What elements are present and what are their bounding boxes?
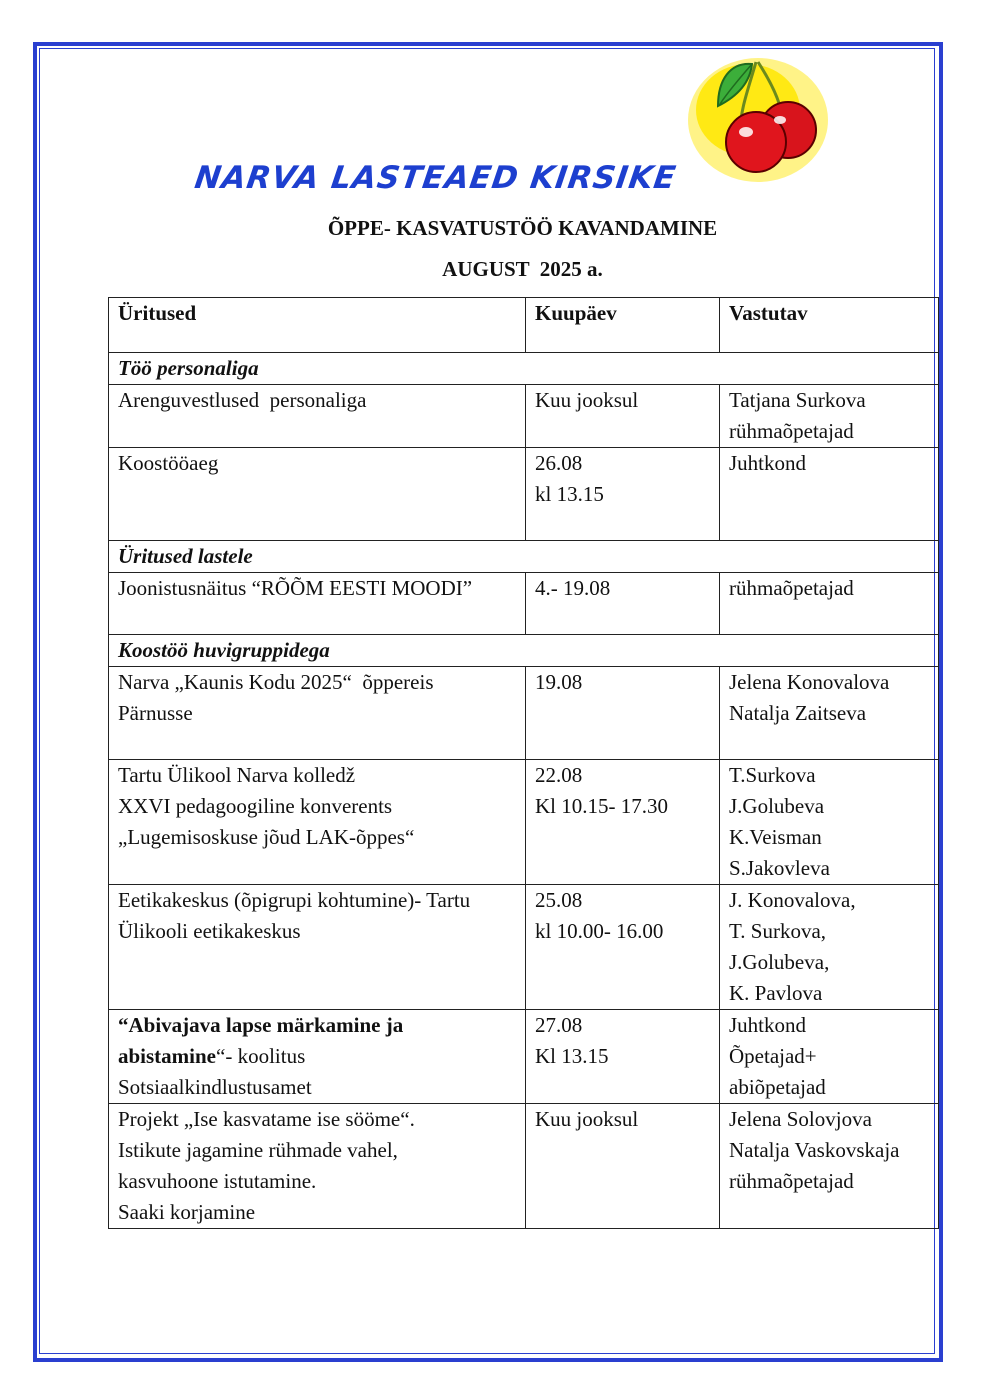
activity-plan-table <box>108 297 939 1229</box>
date-cell <box>526 1010 720 1104</box>
event-text: Istikute jagamine rühmade vahel, <box>118 1138 398 1162</box>
responsible-text: Juhtkond <box>729 1013 807 1037</box>
event-text: „Lugemisoskuse jõud LAK-õppes“ <box>118 825 415 849</box>
table-row <box>109 885 939 1010</box>
event-cell <box>109 885 526 1010</box>
table-row <box>109 385 939 448</box>
event-text: Arenguvestlused personaliga <box>118 388 367 412</box>
responsible-text: T.Surkova <box>729 763 816 787</box>
date-cell <box>526 885 720 1010</box>
date-cell <box>526 573 720 635</box>
responsible-text: J.Golubeva, <box>729 950 830 974</box>
responsible-cell <box>720 1104 939 1229</box>
section-title: Töö personaliga <box>109 353 939 385</box>
event-text-bold: abistamine <box>118 1044 217 1068</box>
responsible-text: abiõpetajad <box>729 1075 826 1099</box>
date-cell <box>526 385 720 448</box>
responsible-text: J. Konovalova, <box>729 888 856 912</box>
date-text: Kl 13.15 <box>535 1044 609 1068</box>
responsible-text: S.Jakovleva <box>729 856 830 880</box>
date-text: 4.- 19.08 <box>535 576 611 600</box>
responsible-text: Natalja Zaitseva <box>729 701 867 725</box>
document-title: ÕPPE- KASVATUSTÖÖ KAVANDAMINE <box>327 216 718 240</box>
section-title: Koostöö huvigruppidega <box>109 635 939 667</box>
event-text: “- koolitus <box>216 1044 306 1068</box>
section-row-children <box>109 541 939 573</box>
event-text: Sotsiaalkindlustusamet <box>118 1075 312 1099</box>
event-text: Ülikooli eetikakeskus <box>118 919 301 943</box>
responsible-text: Jelena Solovjova <box>729 1107 872 1131</box>
event-text: Projekt „Ise kasvatame ise sööme“. <box>118 1107 415 1131</box>
responsible-cell <box>720 385 939 448</box>
responsible-text: K. Pavlova <box>729 981 823 1005</box>
responsible-cell <box>720 667 939 760</box>
event-text: Saaki korjamine <box>118 1200 256 1224</box>
date-text: 22.08 <box>535 763 583 787</box>
header-events: Üritused <box>109 298 526 353</box>
date-text: Kuu jooksul <box>535 388 639 412</box>
date-text: 19.08 <box>535 670 583 694</box>
event-text: XXVI pedagoogiline konverents <box>118 794 393 818</box>
event-cell <box>109 760 526 885</box>
responsible-text: T. Surkova, <box>729 919 827 943</box>
responsible-text: J.Golubeva <box>729 794 825 818</box>
date-text: kl 13.15 <box>535 482 604 506</box>
table-row <box>109 1104 939 1229</box>
header-responsible: Vastutav <box>720 298 939 353</box>
date-cell <box>526 448 720 541</box>
responsible-cell <box>720 1010 939 1104</box>
table-row <box>109 1010 939 1104</box>
event-cell <box>109 385 526 448</box>
responsible-text: rühmaõpetajad <box>729 1169 854 1193</box>
event-cell <box>109 1104 526 1229</box>
table-row <box>109 573 939 635</box>
responsible-text: Tatjana Surkova <box>729 388 866 412</box>
event-text: Joonistusnäitus “RÕÕM EESTI MOODI” <box>118 576 473 600</box>
responsible-text: Natalja Vaskovskaja <box>729 1138 900 1162</box>
header-date: Kuupäev <box>526 298 720 353</box>
event-text-bold: “Abivajava lapse märkamine ja <box>118 1013 404 1037</box>
event-text: Tartu Ülikool Narva kolledž <box>118 763 356 787</box>
responsible-cell <box>720 448 939 541</box>
cherry-icon <box>678 50 828 190</box>
date-text: 26.08 <box>535 451 583 475</box>
event-cell <box>109 1010 526 1104</box>
date-cell <box>526 1104 720 1229</box>
section-row-staff <box>109 353 939 385</box>
date-cell <box>526 760 720 885</box>
table-row <box>109 448 939 541</box>
responsible-text: Jelena Konovalova <box>729 670 890 694</box>
responsible-cell <box>720 760 939 885</box>
section-title: Üritused lastele <box>109 541 939 573</box>
document-month: AUGUST 2025 a. <box>442 257 603 281</box>
section-row-partners <box>109 635 939 667</box>
table-header-row <box>109 298 939 353</box>
event-cell <box>109 667 526 760</box>
responsible-text: Juhtkond <box>729 451 807 475</box>
kindergarten-name: NARVA LASTEAED KIRSIKE <box>192 160 679 196</box>
event-text: Pärnusse <box>118 701 193 725</box>
event-text: Narva „Kaunis Kodu 2025“ õppereis <box>118 670 434 694</box>
table-row <box>109 667 939 760</box>
event-text: Koostööaeg <box>118 451 219 475</box>
event-text: Eetikakeskus (õpigrupi kohtumine)- Tartu <box>118 888 471 912</box>
event-cell <box>109 573 526 635</box>
date-text: Kuu jooksul <box>535 1107 639 1131</box>
table-row <box>109 760 939 885</box>
event-text: kasvuhoone istutamine. <box>118 1169 317 1193</box>
date-cell <box>526 667 720 760</box>
date-text: Kl 10.15- 17.30 <box>535 794 668 818</box>
responsible-text: K.Veisman <box>729 825 822 849</box>
date-text: 25.08 <box>535 888 583 912</box>
responsible-text: rühmaõpetajad <box>729 576 854 600</box>
date-text: 27.08 <box>535 1013 583 1037</box>
responsible-cell <box>720 885 939 1010</box>
responsible-text: Õpetajad+ <box>729 1044 817 1068</box>
responsible-cell <box>720 573 939 635</box>
responsible-text: rühmaõpetajad <box>729 419 854 443</box>
event-cell <box>109 448 526 541</box>
date-text: kl 10.00- 16.00 <box>535 919 664 943</box>
